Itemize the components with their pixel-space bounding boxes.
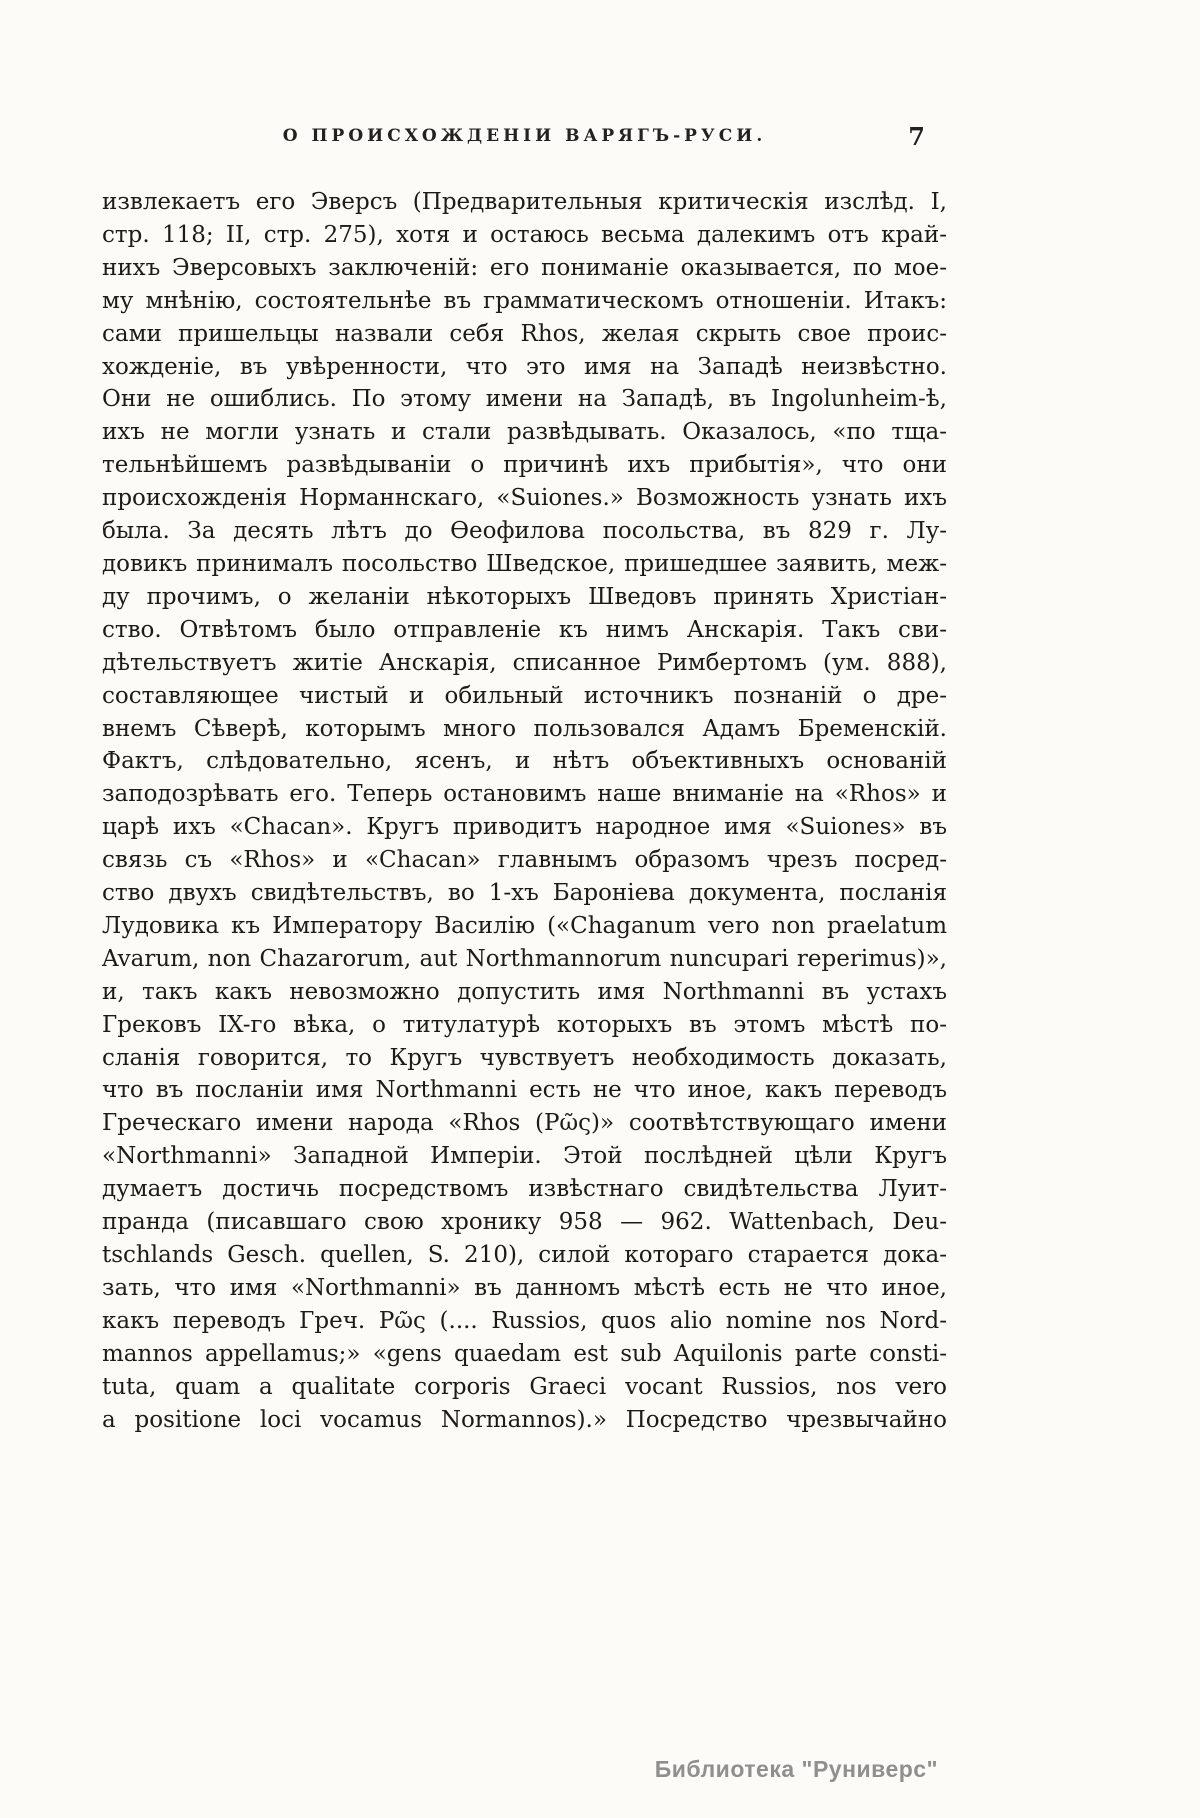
text-line: какъ переводъ Греч. Ρῶς (.... Russios, quos alio nomine nos Nord- <box>102 1307 947 1334</box>
text-line: хожденіе, въ увѣренности, что это имя на Западѣ неизвѣстно. <box>102 353 947 380</box>
text-line: думаетъ достичь посредствомъ извѣстнаго свидѣтельства Луит- <box>102 1176 947 1203</box>
text-line: что въ посланіи имя Northmanni есть не что иное, какъ переводъ <box>102 1077 947 1104</box>
text-line: ихъ не могли узнать и стали развѣдывать. Оказалось, «по тща- <box>102 419 947 446</box>
text-line: Фактъ, слѣдовательно, ясенъ, и нѣтъ объективныхъ основаній <box>102 748 947 775</box>
text-line: тельнѣйшемъ развѣдываніи о причинѣ ихъ прибытія», что они <box>102 452 947 479</box>
text-block <box>102 122 947 1436</box>
text-line: нихъ Эверсовыхъ заключеній: его пониманіе оказывается, по мое- <box>102 254 947 281</box>
text-line: Лудовика къ Императору Василію («Chaganum vero non praelatum <box>102 912 947 939</box>
text-line: была. За десять лѣтъ до Ѳеофилова посольства, въ 829 г. Лу- <box>102 518 947 545</box>
text-line: a positione loci vocamus Normannos).» Посредство чрезвычайно <box>102 1406 947 1433</box>
text-line: Грековъ IX-го вѣка, о титулатурѣ которыхъ въ этомъ мѣстѣ по- <box>102 1011 947 1038</box>
text-line: царѣ ихъ «Chacan». Кругъ приводитъ народное имя «Suiones» въ <box>102 814 947 841</box>
text-line: сами пришельцы назвали себя Rhos, желая скрыть свое проис- <box>102 320 947 347</box>
text-line: заподозрѣвать его. Теперь остановимъ наше вниманіе на «Rhos» и <box>102 781 947 808</box>
text-line: Avarum, non Chazarorum, aut Northmannorum nuncupari reperimus)», <box>102 945 947 972</box>
text-line: пранда (писавшаго свою хронику 958 — 962. Wattenbach, Deu- <box>102 1209 947 1236</box>
text-line: зать, что имя «Northmanni» въ данномъ мѣстѣ есть не что иное, <box>102 1274 947 1301</box>
text-line: извлекаетъ его Эверсъ (Предварительныя критическія изслѣд. I, <box>102 189 947 215</box>
text-line: сланія говорится, то Кругъ чувствуетъ необходимость доказать, <box>102 1044 947 1071</box>
text-line: tschlands Gesch. quellen, S. 210), силой котораго старается дока- <box>102 1242 947 1268</box>
text-line: ство двухъ свидѣтельствъ, во 1-хъ Бароніева документа, посланія <box>102 880 947 907</box>
text-line: Греческаго имени народа «Rhos (Ρῶς)» соотвѣтствующаго имени <box>102 1110 947 1137</box>
text-line: внемъ Сѣверѣ, которымъ много пользовался Адамъ Бременскій. <box>102 715 947 742</box>
text-line: связь съ «Rhos» и «Chacan» главнымъ образомъ чрезъ посред- <box>102 847 947 874</box>
text-line: Они не ошиблись. По этому имени на Западѣ, въ Ingolunheim-ѣ, <box>102 386 947 413</box>
body-text <box>102 186 947 1436</box>
text-line: довикъ принималъ посольство Шведское, пришедшее заявить, меж- <box>102 550 947 577</box>
text-line: дѣтельствуетъ житіе Анскарія, списанное Римбертомъ (ум. 888), <box>102 649 947 676</box>
text-line: му мнѣнію, состоятельнѣе въ грамматическомъ отношеніи. Итакъ: <box>102 287 947 314</box>
text-line: и, такъ какъ невозможно допустить имя Northmanni въ устахъ <box>102 978 947 1005</box>
text-line: происхожденія Норманнскаго, «Suiones.» Возможность узнать ихъ <box>102 485 947 512</box>
page-number: 7 <box>908 122 925 151</box>
text-line: mannos appellamus;» «gens quaedam est sub Aquilonis parte consti- <box>102 1340 947 1367</box>
page-header <box>102 122 947 164</box>
text-line: ство. Отвѣтомъ было отправленіе къ нимъ Анскарія. Такъ сви- <box>102 616 947 643</box>
text-line: ду прочимъ, о желаніи нѣкоторыхъ Шведовъ принять Христіан- <box>102 583 947 610</box>
library-watermark: Библиотека "Руниверс" <box>654 1756 938 1782</box>
text-line: tuta, quam a qualitate corporis Graeci vocant Russios, nos vero <box>102 1373 947 1400</box>
text-line: составляющее чистый и обильный источникъ познаній о дре- <box>102 682 947 709</box>
running-title: О ПРОИСХОЖДЕНІИ ВАРЯГЪ-РУСИ. <box>282 126 767 146</box>
text-line: стр. 118; II, стр. 275), хотя и остаюсь весьма далекимъ отъ край- <box>102 221 947 248</box>
text-line: «Northmanni» Западной Имперіи. Этой послѣдней цѣли Кругъ <box>102 1143 947 1170</box>
